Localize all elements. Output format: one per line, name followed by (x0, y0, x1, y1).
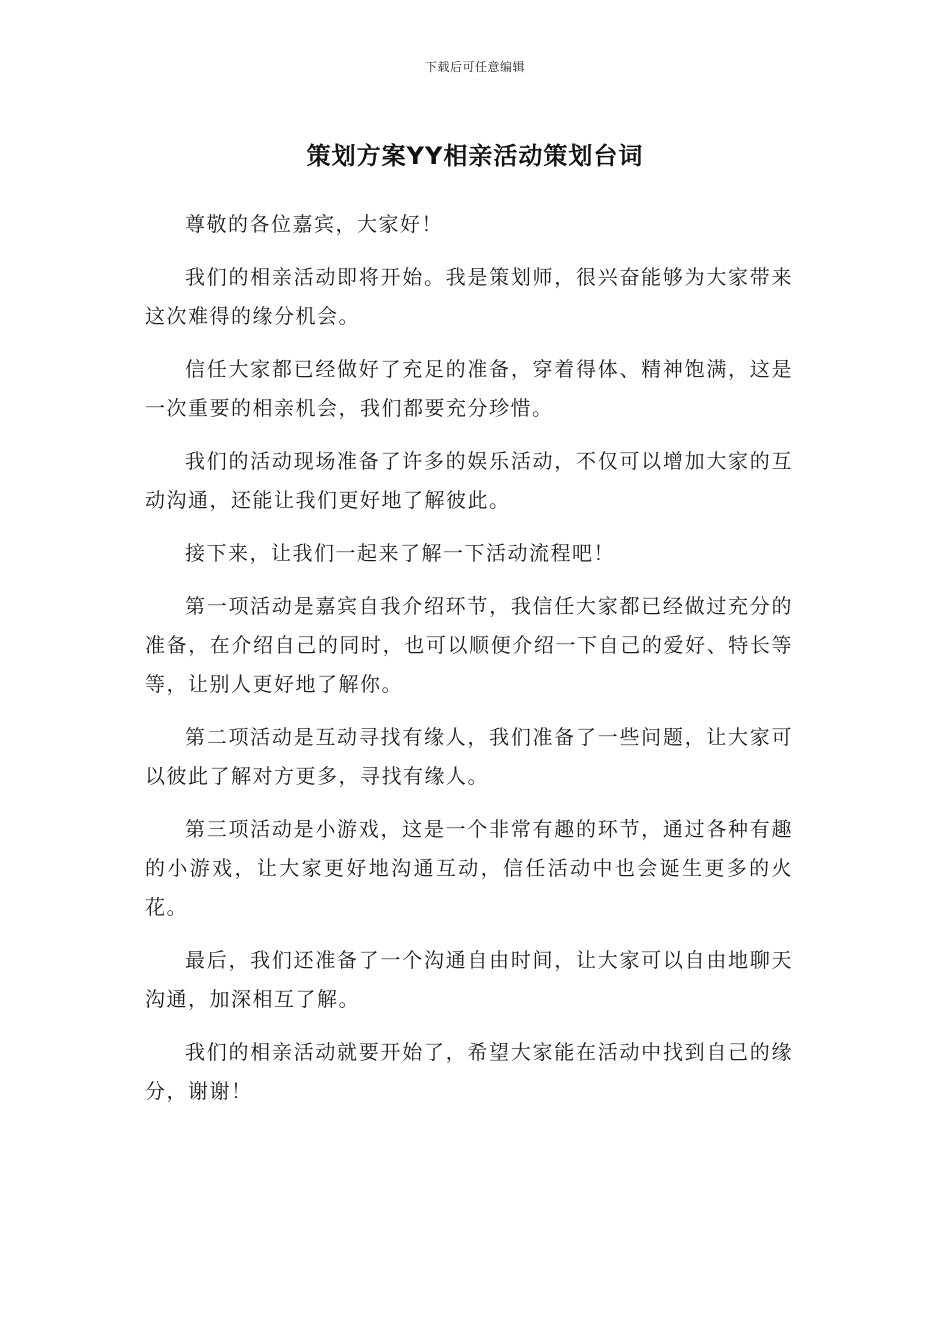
paragraph: 我们的相亲活动就要开始了，希望大家能在活动中找到自己的缘分，谢谢！ (145, 1040, 793, 1103)
paragraph: 最后，我们还准备了一个沟通自由时间，让大家可以自由地聊天沟通，加深相互了解。 (145, 948, 793, 1011)
document-body (145, 205, 793, 1125)
paragraph: 第二项活动是互动寻找有缘人，我们准备了一些问题，让大家可以彼此了解对方更多，寻找有缘人。 (145, 725, 793, 788)
paragraph: 我们的相亲活动即将开始。我是策划师，很兴奋能够为大家带来这次难得的缘分机会。 (145, 265, 793, 328)
paragraph: 第一项活动是嘉宾自我介绍环节，我信任大家都已经做过充分的准备，在介绍自己的同时，也可以顺便介绍一下自己的爱好、特长等等，让别人更好地了解你。 (145, 594, 793, 696)
paragraph: 尊敬的各位嘉宾，大家好！ (185, 212, 443, 236)
header-note: 下载后可任意编辑 (424, 60, 525, 74)
paragraph: 第三项活动是小游戏，这是一个非常有趣的环节，通过各种有趣的小游戏，让大家更好地沟通互动，信任活动中也会诞生更多的火花。 (145, 817, 793, 919)
document-title: 策划方案YY相亲活动策划台词 (306, 142, 644, 170)
paragraph: 我们的活动现场准备了许多的娱乐活动，不仅可以增加大家的互动沟通，还能让我们更好地了解彼此。 (145, 449, 793, 512)
paragraph: 接下来，让我们一起来了解一下活动流程吧！ (185, 541, 615, 565)
paragraph: 信任大家都已经做好了充足的准备，穿着得体、精神饱满，这是一次重要的相亲机会，我们都要充分珍惜。 (145, 357, 793, 420)
